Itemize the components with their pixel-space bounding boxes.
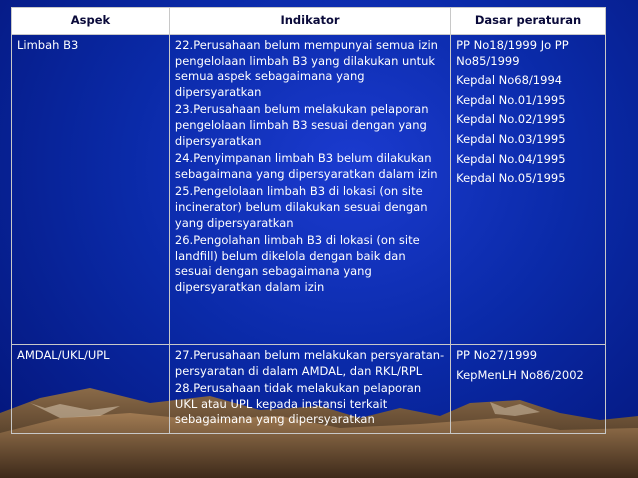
indicator-item: 23.Perusahaan belum melakukan pelaporan pengelolaan limbah B3 sesuai dengan yang dipersyaratkan bbox=[174, 102, 429, 148]
indicator-item: 22.Perusahaan belum mempunyai semua izin pengelolaan limbah B3 yang dilakukan untuk semua aspek sebagaimana yang dipersyaratkan bbox=[174, 38, 438, 99]
cell-indikator bbox=[169, 35, 450, 345]
regulation-ref: PP No18/1999 Jo PP No85/1999 bbox=[456, 38, 569, 68]
regulation-ref: Kepdal No68/1994 bbox=[456, 73, 563, 88]
cell-aspek: AMDAL/UKL/UPL bbox=[12, 345, 170, 434]
indicator-item: 25.Pengelolaan limbah B3 di lokasi (on site incinerator) belum dilakukan sesuai dengan yang dipersyaratkan bbox=[174, 184, 428, 230]
indicator-item: 26.Pengolahan limbah B3 di lokasi (on site landfill) belum dikelola dengan baik dan sesuai dengan sebagaimana yang dipersyaratkan dalam izin bbox=[174, 233, 420, 294]
table-row bbox=[12, 35, 606, 345]
cell-dasar bbox=[451, 35, 606, 345]
table-header-row bbox=[12, 8, 606, 35]
indicator-item: 24.Penyimpanan limbah B3 belum dilakukan sebagaimana yang dipersyaratkan dalam izin bbox=[174, 151, 438, 181]
indicator-item: 28.Perusahaan tidak melakukan pelaporan UKL atau UPL kepada instansi terkait sebagaimana yang dipersyaratkan bbox=[174, 381, 422, 427]
cell-aspek: Limbah B3 bbox=[12, 35, 170, 345]
regulation-table bbox=[11, 7, 606, 434]
regulation-ref: Kepdal No.05/1995 bbox=[456, 171, 566, 186]
header-indikator: Indikator bbox=[169, 8, 450, 35]
regulation-ref: Kepdal No.01/1995 bbox=[456, 92, 566, 107]
table-row bbox=[12, 345, 606, 434]
regulation-ref: PP No27/1999 bbox=[456, 348, 538, 362]
cell-dasar bbox=[451, 345, 606, 434]
header-aspek: Aspek bbox=[12, 8, 170, 35]
cell-indikator bbox=[169, 345, 450, 434]
regulation-ref: KepMenLH No86/2002 bbox=[456, 367, 584, 382]
indicator-item: 27.Perusahaan belum melakukan persyaratan-persyaratan di dalam AMDAL, dan RKL/RPL bbox=[174, 348, 445, 378]
regulation-ref: Kepdal No.04/1995 bbox=[456, 151, 566, 166]
header-dasar-peraturan: Dasar peraturan bbox=[451, 8, 606, 35]
regulation-ref: Kepdal No.03/1995 bbox=[456, 131, 566, 146]
regulation-ref: Kepdal No.02/1995 bbox=[456, 112, 566, 127]
